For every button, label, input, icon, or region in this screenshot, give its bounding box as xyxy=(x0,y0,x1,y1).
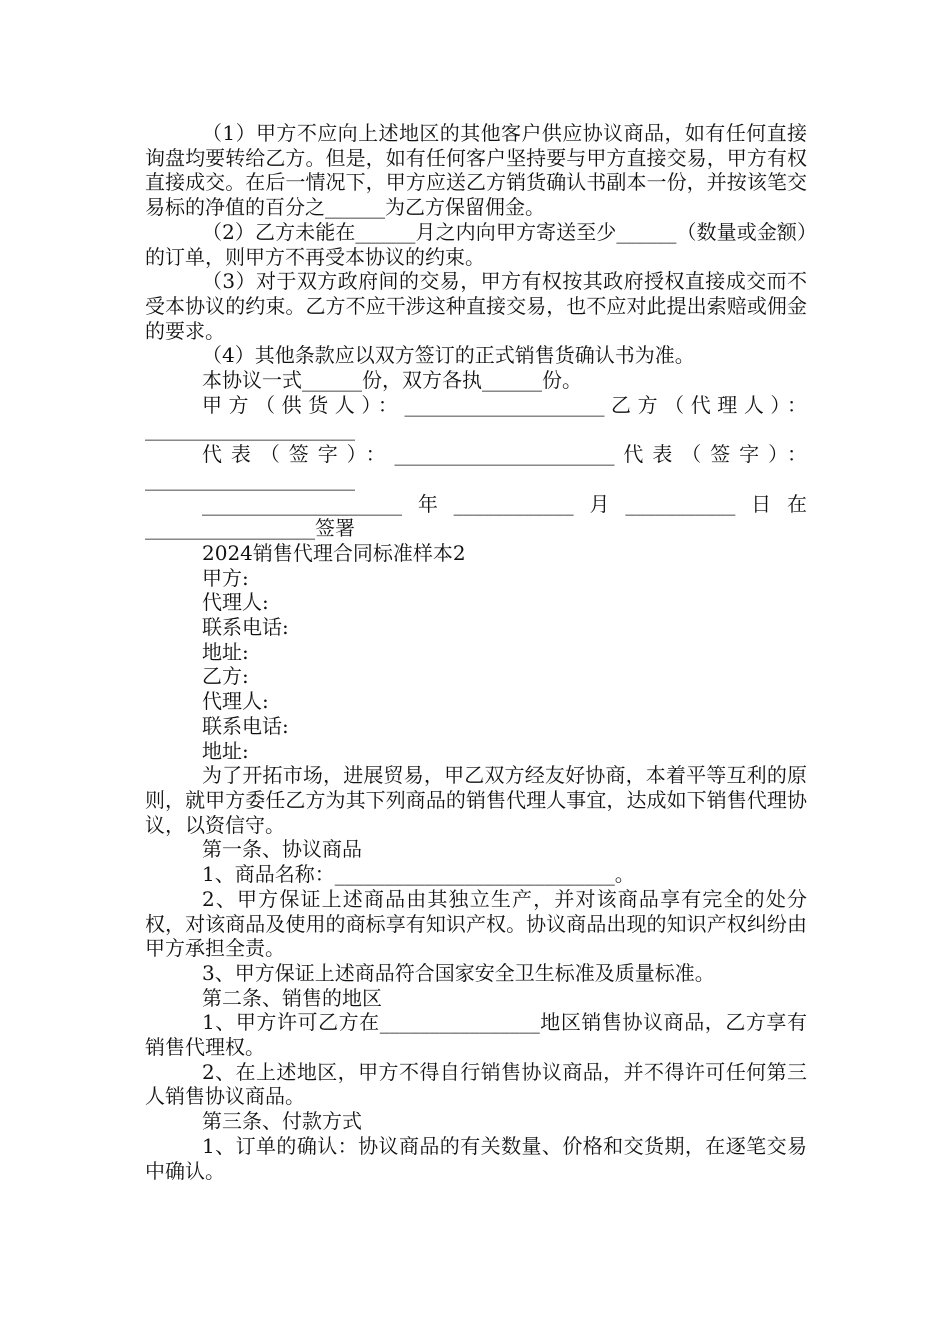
paragraph: 3、甲方保证上述商品符合国家安全卫生标准及质量标准。 xyxy=(202,960,715,985)
document-page xyxy=(145,121,807,1183)
paragraph: 1、甲方许可乙方在________________地区销售协议商品，乙方享有销售代理权。 xyxy=(145,1010,807,1060)
paragraph: 2、甲方保证上述商品由其独立生产，并对该商品享有完全的处分权，对该商品及使用的商标享有知识产权。协议商品出现的知识产权纠纷由甲方承担全责。 xyxy=(145,886,807,961)
party-b-agent-label: 代理人: xyxy=(202,689,269,714)
party-b-address-label: 地址: xyxy=(202,738,249,763)
section-title: 2024销售代理合同标准样本2 xyxy=(202,540,466,565)
paragraph: （2）乙方未能在______月之内向甲方寄送至少______（数量或金额）的订单，则甲方不再受本协议的约束。 xyxy=(145,219,807,269)
paragraph: （4）其他条款应以双方签订的正式销售货确认书为准。 xyxy=(202,343,695,368)
paragraph: （3）对于双方政府间的交易，甲方有权按其政府授权直接成交而不受本协议的约束。乙方不应干涉这种直接交易，也不应对此提出索赔或佣金的要求。 xyxy=(145,269,807,343)
paragraph: 本协议一式______份，双方各执______份。 xyxy=(202,368,582,393)
party-a-agent-label: 代理人: xyxy=(202,590,269,615)
article-heading: 第二条、销售的地区 xyxy=(202,985,382,1010)
paragraph: 1、订单的确认：协议商品的有关数量、价格和交货期，在逐笔交易中确认。 xyxy=(145,1133,807,1183)
signature-date-line: ____________________年____________月___________日在_________________签署 xyxy=(145,491,807,541)
party-b-phone-label: 联系电话: xyxy=(202,713,289,738)
party-a-phone-label: 联系电话: xyxy=(202,615,289,640)
paragraph: （1）甲方不应向上述地区的其他客户供应协议商品，如有任何直接询盘均要转给乙方。但是，如有任何客户坚持要与甲方直接交易，甲方有权直接成交。在后一情况下，甲方应送乙方销货确认书副本一份，并按该笔交易标的净值的百分之______为乙方保留佣金。 xyxy=(145,121,807,220)
party-a-address-label: 地址: xyxy=(202,639,249,664)
signature-line-representatives: 代表（签字）：______________________代表（签字）：_____________________ xyxy=(145,442,807,491)
paragraph: 2、在上述地区，甲方不得自行销售协议商品，并不得许可任何第三人销售协议商品。 xyxy=(145,1059,807,1109)
party-b-label: 乙方: xyxy=(202,664,249,689)
paragraph: 为了开拓市场，进展贸易，甲乙双方经友好协商，本着平等互利的原则，就甲方委任乙方为其下列商品的销售代理人事宜，达成如下销售代理协议，以资信守。 xyxy=(145,763,807,837)
paragraph: 1、商品名称：____________________________。 xyxy=(202,862,635,887)
signature-line-parties: 甲方（供货人）：____________________乙方（代理人）：_____________________ xyxy=(145,392,807,442)
article-heading: 第三条、付款方式 xyxy=(202,1109,362,1134)
article-heading: 第一条、协议商品 xyxy=(202,837,362,862)
party-a-label: 甲方: xyxy=(202,565,249,590)
